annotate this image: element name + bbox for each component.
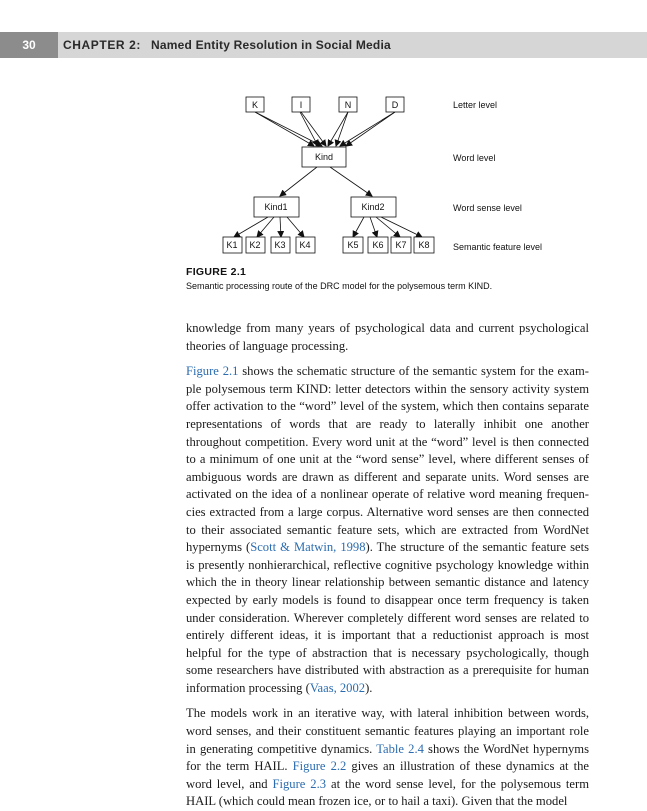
arrow-kind1-k3 bbox=[280, 217, 281, 237]
feature-label-k5: K5 bbox=[347, 240, 359, 250]
letter-label-d: D bbox=[391, 100, 399, 110]
level-label-letter: Letter level bbox=[453, 100, 498, 110]
chapter-label: CHAPTER 2: bbox=[63, 38, 142, 52]
level-labels bbox=[453, 100, 542, 252]
arrow-word-kind1 bbox=[280, 167, 317, 196]
arrow-kind1-k1 bbox=[234, 217, 268, 237]
sense-label-kind1: Kind1 bbox=[264, 202, 288, 212]
table-2-4-link[interactable]: Table 2.4 bbox=[376, 741, 424, 756]
feature-label-k3: K3 bbox=[274, 240, 286, 250]
vaas-citation-link[interactable]: Vaas, 2002 bbox=[309, 680, 366, 695]
level-label-feature: Semantic feature level bbox=[453, 242, 543, 252]
feature-label-k4: K4 bbox=[299, 240, 311, 250]
arrow-letter-k-2 bbox=[255, 112, 322, 146]
figure-2-1-link[interactable]: Figure 2.1 bbox=[186, 364, 239, 379]
letter-label-i: I bbox=[299, 100, 303, 110]
sense-label-kind2: Kind2 bbox=[361, 202, 385, 212]
letter-label-k: K bbox=[251, 100, 259, 110]
figure-2-3-link[interactable]: Figure 2.3 bbox=[272, 776, 327, 791]
arrow-kind1-k4 bbox=[287, 217, 304, 237]
drc-model-diagram bbox=[0, 0, 647, 300]
arrow-letter-d bbox=[340, 112, 395, 146]
letter-label-n: N bbox=[344, 100, 352, 110]
arrow-kind2-k5 bbox=[353, 217, 364, 237]
word-label: Kind bbox=[314, 152, 334, 162]
connection-arrows bbox=[234, 112, 422, 237]
figure-caption bbox=[186, 266, 606, 291]
figure-caption-text: Semantic processing route of the DRC model for the polysemous term KIND. bbox=[186, 281, 493, 291]
feature-label-k1: K1 bbox=[226, 240, 238, 250]
feature-label-k2: K2 bbox=[249, 240, 261, 250]
level-label-sense: Word sense level bbox=[453, 203, 522, 213]
arrow-kind1-k2 bbox=[257, 217, 274, 237]
paragraph-1: Figure 2.1 shows the schematic structure of the semantic system for the example polysemous term KIND: letter detectors within the sensory activity system offer activation to the “word” level of the system, which then contains separate representations of words that are ready to laterally inhibit one another throughout competition. Every word unit at the “word” level is then connected to a minimum of one unit at the “word sense” level, where different senses of ambiguous words are drawn as different and separate units. Word senses are activated on the idea of a nonlinear operate of relative word meaning frequencies extracted from a large corpus. Alternative word senses are then connected to their associated semantic feature sets, which are extracted from WordNet hypernyms (Scott & Matwin, 1998). The structure of the semantic feature sets is presently nonhierarchical, reflective cognitive psychology knowledge within which the in theory linear relationship between semantic distance and latency expected by early models is found to disappear once term frequency is taken under consideration. Wherever completely different word senses are related to entirely different ideas, it is important that a reductionist approach is most helpful for the type of abstraction that is necessary psychologically, though some researchers have distributed with abstraction as a prerequisite for human information processing (Vaas, 2002). bbox=[186, 364, 589, 695]
arrow-letter-i bbox=[300, 112, 318, 146]
arrow-letter-d-2 bbox=[346, 112, 395, 146]
chapter-title: Named Entity Resolution in Social Media bbox=[151, 38, 391, 52]
feature-label-k6: K6 bbox=[372, 240, 384, 250]
feature-label-k8: K8 bbox=[418, 240, 430, 250]
arrow-kind2-k8 bbox=[381, 217, 422, 237]
level-label-word: Word level bbox=[453, 153, 496, 163]
paragraph-2: The models work in an iterative way, with lateral inhibition between words, word senses, and their constituent semantic features playing an important role in generating competitive dynamics. Table 2.4 shows the WordNet hypernyms for the term HAIL. Figure 2.2 gives an illustration of these dynamics at the word level, and Figure 2.3 at the word sense level, for the polysemous term HAIL (which could mean frozen ice, or to hail a taxi). Given that the model bbox=[186, 706, 589, 809]
figure-label: FIGURE 2.1 bbox=[186, 266, 247, 278]
figure-2-2-link[interactable]: Figure 2.2 bbox=[292, 759, 347, 774]
diagram-nodes bbox=[223, 97, 434, 253]
body-text bbox=[186, 320, 589, 811]
page-number: 30 bbox=[0, 32, 58, 58]
paragraph-0: knowledge from many years of psychological data and current psychological theories of language processing. bbox=[186, 321, 589, 353]
arrow-word-kind2 bbox=[330, 167, 372, 196]
node-labels bbox=[226, 100, 429, 250]
feature-label-k7: K7 bbox=[395, 240, 407, 250]
scott-matwin-citation-link[interactable]: Scott & Matwin, 1998 bbox=[250, 540, 366, 555]
arrow-kind2-k6 bbox=[370, 217, 377, 237]
